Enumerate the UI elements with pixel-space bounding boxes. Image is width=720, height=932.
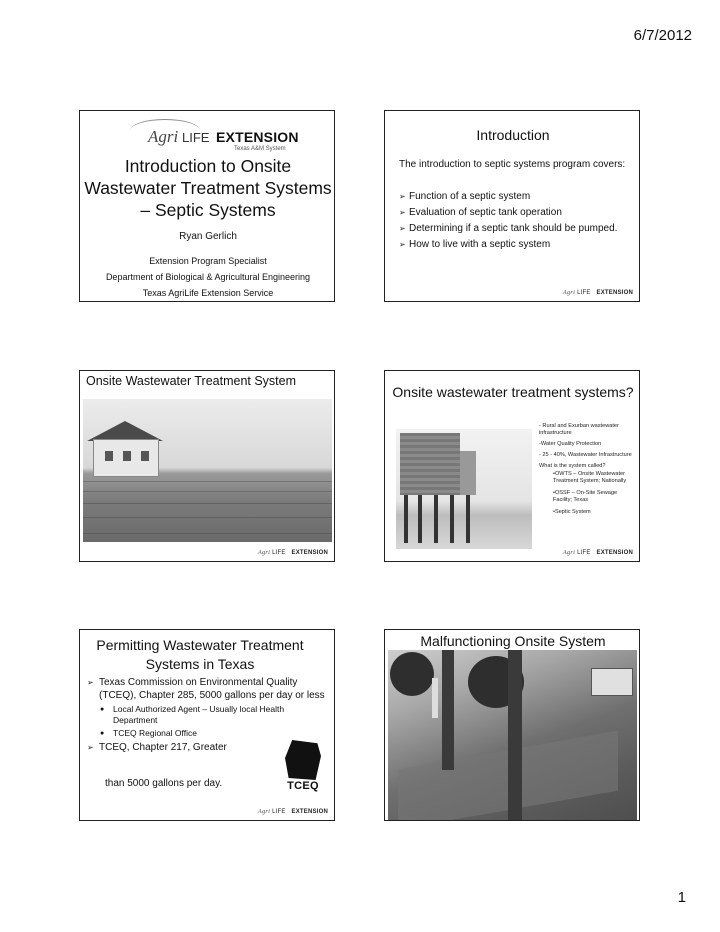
slide-title: Introduction [476, 127, 550, 143]
arrow-bullet-icon: ➢ [399, 208, 406, 217]
slide-6 [384, 629, 640, 821]
note-line: - Rural and Exurban wastewater infrastructure [539, 423, 619, 436]
author-role: Extension Program Specialist [149, 256, 267, 266]
list-subitem: ● TCEQ Regional Office [100, 728, 197, 738]
arrow-bullet-icon: ➢ [399, 192, 406, 201]
footer-logo: Agri LIFE EXTENSION [562, 289, 633, 296]
slide-3 [79, 370, 335, 562]
arrow-bullet-icon: ➢ [87, 678, 94, 687]
intro-text: The introduction to septic systems program covers: [399, 159, 626, 170]
author-organization: Texas AgriLife Extension Service [142, 288, 274, 298]
texas-map-icon [285, 740, 321, 780]
note-line: What is the system called? [539, 463, 606, 469]
logo-system-text: Texas A&M System [234, 146, 286, 152]
tceq-logo-text: TCEQ [287, 780, 319, 792]
malfunctioning-system-photo [388, 650, 637, 821]
logo-life-text: LIFE [182, 130, 210, 145]
slide-title: Introduction to Onsite Wastewater Treatment Systems – Septic Systems [84, 156, 332, 220]
footer-logo: Agri LIFE EXTENSION [562, 549, 633, 556]
tceq-logo [285, 740, 321, 800]
arrow-bullet-icon: ➢ [87, 743, 94, 752]
author-department: Department of Biological & Agricultural Engineering [105, 272, 311, 282]
slide-notes [539, 423, 637, 521]
note-line: - 25 - 40%, Wastewater Infrastructure [539, 452, 632, 458]
list-item: ➢ Evaluation of septic tank operation [399, 207, 562, 218]
dot-bullet-icon: ● [100, 706, 105, 713]
dot-bullet-icon: ● [100, 730, 105, 737]
bullet-list [399, 190, 631, 254]
slide-title: Permitting Wastewater Treatment Systems in Texas [96, 637, 304, 672]
stilt-house-photo [396, 429, 532, 549]
note-line: -Water Quality Protection [539, 441, 602, 447]
note-subline: •OSSF – On-Site Sewage Facility; Texas [553, 490, 618, 503]
author-name: Ryan Gerlich [179, 231, 237, 242]
footer-logo: Agri LIFE EXTENSION [257, 549, 328, 556]
slide-title: Malfunctioning Onsite System [420, 633, 606, 649]
slide-4 [384, 370, 640, 562]
logo-extension-text: EXTENSION [216, 129, 299, 145]
logo-agri-text: Agri [148, 127, 179, 146]
list-item: ➢ Texas Commission on Environmental Quality (TCEQ), Chapter 285, 5000 gallons per day or less [87, 677, 325, 701]
arrow-bullet-icon: ➢ [399, 240, 406, 249]
page-number: 1 [677, 889, 686, 906]
list-item: ➢ Determining if a septic tank should be pumped. [399, 223, 618, 234]
slide-5 [79, 629, 335, 821]
list-subitem: ● Local Authorized Agent – Usually local Health Department [100, 704, 285, 725]
footer-logo: Agri LIFE EXTENSION [257, 808, 328, 815]
note-subline: •OWTS – Onsite Wastewater Treatment System; Nationally [553, 471, 627, 484]
agrilife-extension-logo [130, 125, 299, 155]
author-affiliation [80, 253, 335, 301]
slide-1 [79, 110, 335, 302]
note-subline: •Septic System [553, 509, 591, 515]
list-item: ➢ TCEQ, Chapter 217, Greater [87, 742, 227, 753]
print-date: 6/7/2012 [633, 27, 692, 44]
bullet-continuation: than 5000 gallons per day. [105, 778, 223, 789]
house-field-photo [83, 399, 332, 542]
slide-title: Onsite Wastewater Treatment System [86, 374, 297, 388]
list-item: ➢ Function of a septic system [399, 191, 531, 202]
slide-title: Onsite wastewater treatment systems? [392, 384, 634, 400]
arrow-bullet-icon: ➢ [399, 224, 406, 233]
list-item: ➢ How to live with a septic system [399, 239, 551, 250]
slide-2 [384, 110, 640, 302]
